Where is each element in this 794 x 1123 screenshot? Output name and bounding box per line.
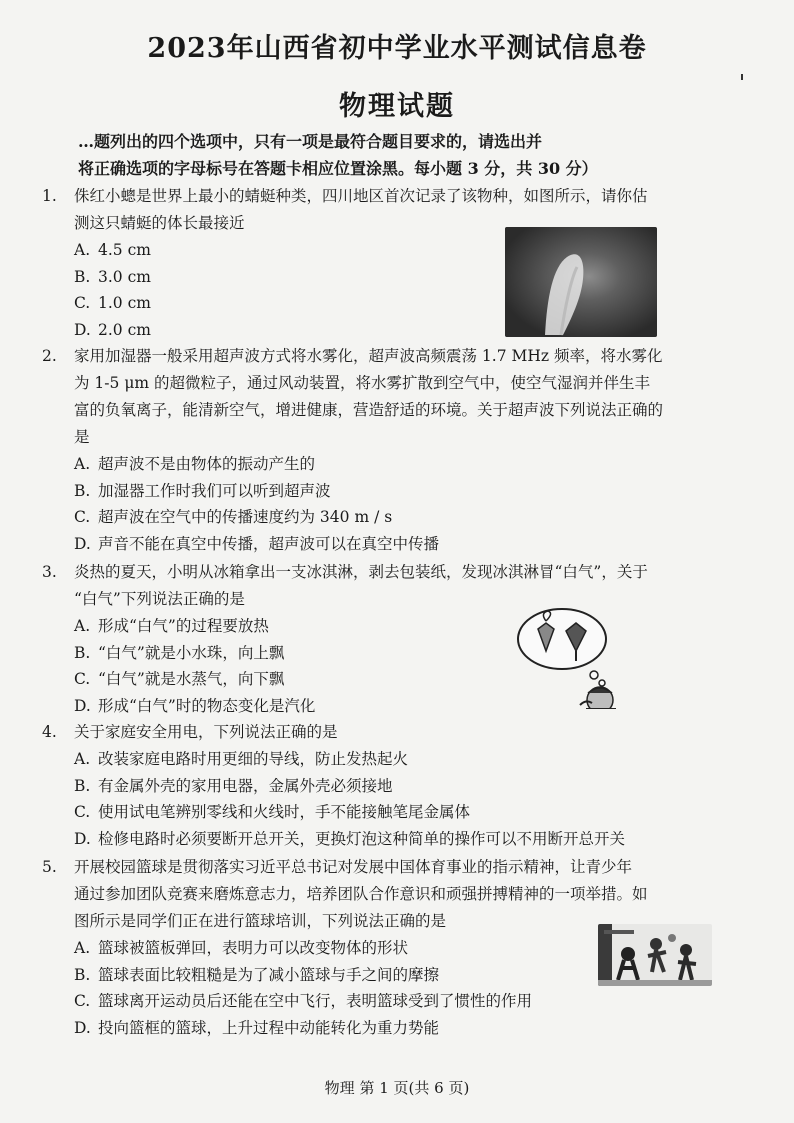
- option-b: B. 加湿器工作时我们可以听到超声波: [74, 481, 331, 500]
- page-title: 2023年山西省初中学业水平测试信息卷: [147, 33, 647, 64]
- question-stem: 富的负氧离子，能清新空气，增进健康，营造舒适的环境。关于超声波下列说法正确的: [74, 401, 664, 419]
- question-stem: 通过参加团队竞赛来磨炼意志力，培养团队合作意识和顽强拼搏精神的一项举措。如: [74, 885, 648, 903]
- option-d: D. 2.0 cm: [74, 320, 151, 339]
- basketball-photo: [598, 924, 712, 986]
- option-d: D. 声音不能在真空中传播，超声波可以在真空中传播: [74, 534, 440, 553]
- question-4: [42, 719, 757, 852]
- question-number: 3.: [42, 563, 57, 581]
- option-a: A. 超声波不是由物体的振动产生的: [74, 455, 316, 473]
- subject-title: 物理试题: [339, 91, 455, 122]
- question-stem: 是: [74, 428, 90, 446]
- dragonfly-photo: [505, 227, 657, 337]
- option-a: A. 篮球被篮板弹回，表明力可以改变物体的形状: [74, 939, 409, 957]
- option-b: B. 篮球表面比较粗糙是为了减小篮球与手之间的摩擦: [74, 965, 440, 984]
- instruction-line: …题列出的四个选项中，只有一项是最符合题目要求的，请选出并: [78, 132, 543, 151]
- option-c: C. 超声波在空气中的传播速度约为 340 m / s: [74, 508, 393, 526]
- question-number: 5.: [42, 858, 57, 876]
- question-stem: 图所示是同学们正在进行篮球培训，下列说法正确的是: [74, 912, 447, 930]
- question-2: [42, 343, 757, 557]
- question-stem: 为 1-5 μm 的超微粒子，通过风动装置，将水雾扩散到空气中，使空气湿润并伴生丰: [74, 374, 651, 392]
- option-a: A. 改装家庭电路时用更细的导线，防止发热起火: [74, 750, 409, 768]
- instruction-line: 将正确选项的字母标号在答题卡相应位置涂黑。每小题 3 分，共 30 分）: [78, 159, 598, 178]
- question-number: 2.: [42, 347, 57, 365]
- option-c: C. “白气”就是水蒸气，向下飘: [74, 670, 285, 688]
- option-c: C. 篮球离开运动员后还能在空中飞行，表明篮球受到了惯性的作用: [74, 992, 533, 1010]
- question-3: [42, 559, 757, 719]
- question-number: 1.: [42, 187, 57, 205]
- question-stem: 测这只蜻蜓的体长最接近: [74, 214, 245, 232]
- option-b: B. 3.0 cm: [74, 267, 151, 286]
- option-c: C. 使用试电笔辨别零线和火线时，手不能接触笔尾金属体: [74, 803, 471, 821]
- section-instructions: [78, 128, 758, 182]
- option-a: A. 形成“白气”的过程要放热: [74, 617, 269, 635]
- scan-mark: [741, 74, 743, 80]
- option-d: D. 投向篮框的篮球，上升过程中动能转化为重力势能: [74, 1018, 440, 1037]
- question-number: 4.: [42, 723, 57, 741]
- option-d: D. 形成“白气”时的物态变化是汽化: [74, 696, 316, 715]
- question-stem: 炎热的夏天，小明从冰箱拿出一支冰淇淋，剥去包装纸，发现冰淇淋冒“白气”，关于: [74, 563, 648, 581]
- option-b: B. 有金属外壳的家用电器，金属外壳必须接地: [74, 776, 393, 795]
- option-c: C. 1.0 cm: [74, 294, 151, 312]
- ice-cream-cartoon: [510, 605, 638, 709]
- question-stem: 开展校园篮球是贯彻落实习近平总书记对发展中国体育事业的指示精神，让青少年: [74, 858, 633, 876]
- question-stem: 侏红小蟌是世界上最小的蜻蜓种类，四川地区首次记录了该物种，如图所示，请你估: [74, 187, 648, 205]
- option-d: D. 检修电路时必须要断开总开关，更换灯泡这种简单的操作可以不用断开总开关: [74, 829, 626, 848]
- question-stem: “白气”下列说法正确的是: [74, 590, 245, 608]
- question-stem: 关于家庭安全用电，下列说法正确的是: [74, 723, 338, 741]
- option-a: A. 4.5 cm: [74, 241, 151, 259]
- question-stem: 家用加湿器一般采用超声波方式将水雾化，超声波高频震荡 1.7 MHz 频率，将水雾化: [74, 347, 663, 365]
- option-b: B. “白气”就是小水珠，向上飘: [74, 643, 285, 662]
- page-footer: 物理 第 1 页(共 6 页): [324, 1079, 470, 1097]
